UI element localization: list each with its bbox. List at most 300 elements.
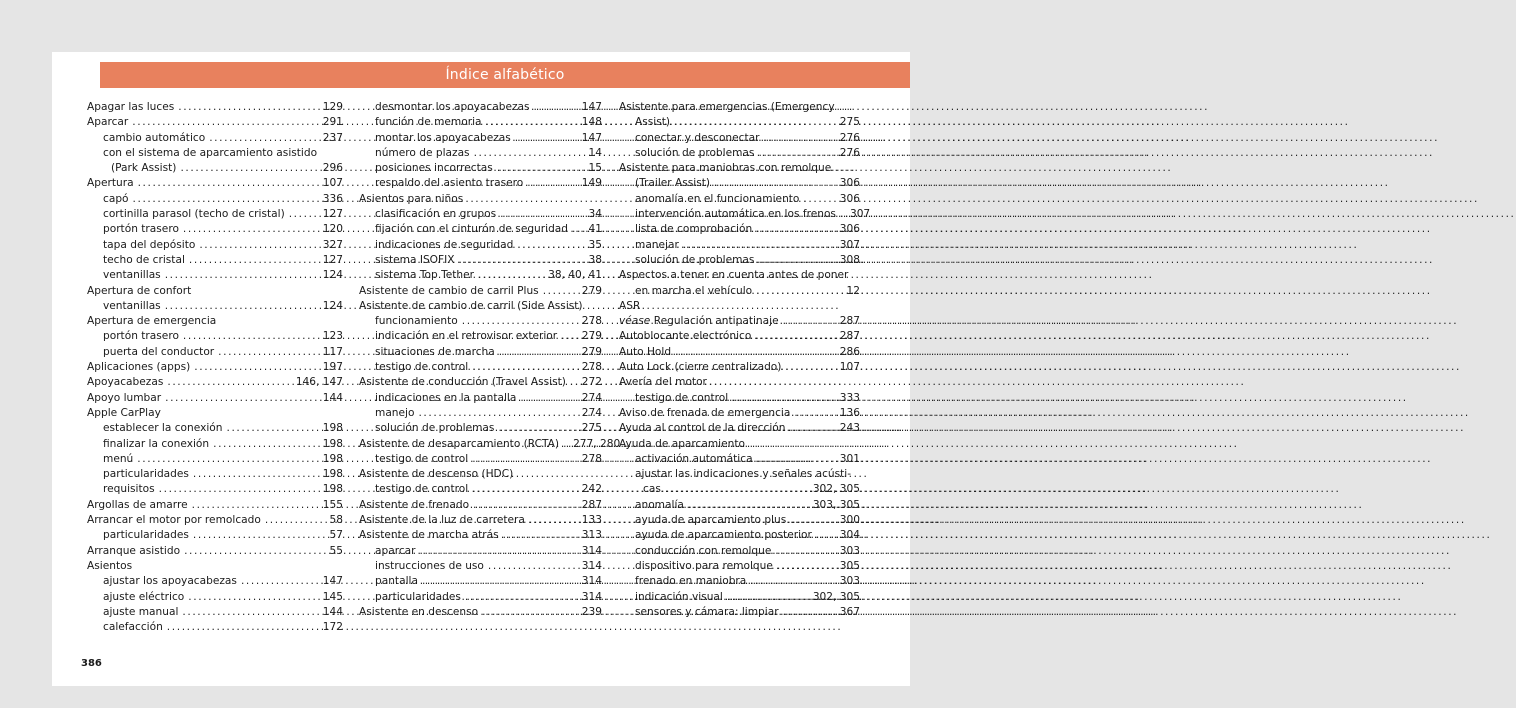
dot-leader [213,437,319,452]
index-entry-term: cortinilla parasol (techo de cristal) [103,208,285,221]
index-entry-term: portón trasero [103,330,179,343]
index-entry-term: Aparcar [87,116,129,129]
index-entry [619,207,871,222]
index-entry-page: 34 [588,208,602,221]
index-entry-page: 276 [839,146,860,159]
index-entry-page: 144 [322,605,343,618]
index-entry-term: ajustar los apoyacabezas [103,575,237,588]
index-entry-page: 14 [588,146,602,159]
index-entry-page: 287 [839,315,860,328]
index-entry-page: 307 [849,208,871,221]
index-heading: Asistente de cambio de carril (Side Assist) [359,299,583,312]
index-entry [619,238,860,253]
index-entry-page: 278 [581,452,602,465]
index-entry-page: 301 [839,452,860,465]
index-entry-page: 306 [839,192,860,205]
index-entry [359,345,602,360]
index-entry [87,544,343,559]
index-entry [87,360,343,375]
index-entry-term: solución de problemas [635,253,755,266]
index-entry [359,421,602,436]
index-entry [619,559,860,574]
dot-leader [561,329,578,344]
index-entry [359,559,602,574]
index-heading: Asistente para emergencias (Emergency [619,101,835,113]
dot-leader [790,421,836,436]
index-entry-term: portón trasero [103,223,179,236]
index-entry-term: manejar [635,238,679,251]
index-entry [359,314,602,329]
index-entry [619,329,860,344]
index-entry [359,544,602,559]
index-entry-page: 107 [322,177,343,190]
index-entry-page: 127 [322,253,343,266]
page-header [100,62,910,88]
dot-leader [478,268,544,283]
index-entry-term: sistema ISOFIX [375,253,455,266]
index-entry-term: ayuda de aparcamiento plus [635,514,787,527]
dot-leader [182,605,318,620]
index-entry [619,176,860,191]
index-entry [619,360,860,375]
index-entry-term: función de memoria [375,116,482,129]
index-entry-term: techo de cristal [103,253,185,266]
index-entry-page: 286 [839,345,860,358]
index-entry [87,329,343,344]
index-entry-term: dispositivo para remolque [635,559,773,572]
index-entry-term: Asistente de la luz de carretera [359,514,525,527]
index-entry-term: Ayuda al control de la dirección [619,422,786,435]
index-entry [619,345,860,360]
index-entry-term: Asistente de frenado [359,498,470,511]
index-entry-page: 147 [581,131,602,144]
index-entry-page: 41 [588,223,602,236]
index-entry-page: 274 [581,391,602,404]
index-entry [359,498,602,513]
dot-leader [289,207,319,222]
index-entry [87,528,343,543]
dot-leader [790,513,836,528]
index-entry-term: testigo de control [635,391,729,404]
index-entry [359,329,602,344]
index-entry-page: 296 [322,162,343,175]
dot-leader [474,146,585,161]
index-entry [619,498,860,513]
index-entry-term: Asistente de marcha atrás [359,529,499,542]
index-entry-term: lista de comprobación [635,223,753,236]
index-entry-page: 313 [581,529,602,542]
index-entry-term: Argollas de amarre [87,498,188,511]
index-entry-term: requisitos [103,483,155,496]
index-entry-term: anomalía en el funcionamiento [635,192,800,205]
dot-leader [192,498,319,513]
index-entry-term: respaldo del asiento trasero [375,177,524,190]
index-entry [359,253,602,268]
index-entry [359,528,602,543]
index-entry [619,192,860,207]
index-entry-term: Asistente en descenso [359,605,479,618]
dot-leader [227,421,319,436]
dot-leader [755,329,835,344]
index-entry-page: 57 [329,529,343,542]
dot-leader [465,590,578,605]
dot-leader [482,605,578,620]
dot-leader [497,161,585,176]
index-entry-term: funcionamiento [375,315,458,328]
index-entry [87,498,343,513]
index-entry [619,284,860,299]
dot-leader [137,452,318,467]
index-entry [87,482,343,497]
index-entry-term: calefacción [103,621,163,634]
index-entry-term: montar los apoyacabezas [375,131,511,144]
index-heading: ASR [619,299,641,312]
index-entry-term: finalizar la conexión [103,437,210,450]
dot-leader [133,192,319,207]
index-entry-term: Auto Lock (cierre centralizado) [619,361,782,374]
dot-leader [486,115,578,130]
dot-leader [183,222,319,237]
dot-leader [165,299,319,314]
dot-leader [462,314,578,329]
index-entry-term: activación automática [635,452,753,465]
index-entry-page: 123 [322,330,343,343]
dot-leader [756,284,842,299]
dot-leader [418,406,577,421]
index-heading: ajustar las indicaciones y señales acústi- [635,468,852,481]
dot-leader [209,131,319,146]
index-entry [619,131,860,146]
index-entry [619,115,860,130]
index-entry-page: 145 [322,590,343,603]
index-entry-term: Auto Hold [619,345,672,358]
index-entry-term: ayuda de aparcamiento posterior [635,529,812,542]
index-entry [619,513,860,528]
index-entry-page: 55 [329,544,343,557]
index-entry-term: testigo de control [375,361,469,374]
index-entry-term: instrucciones de uso [375,559,484,572]
index-entry-page: 367 [839,605,860,618]
index-entry-page: 129 [322,101,343,113]
index-entry-page: 12 [846,284,860,297]
index-entry-page: 15 [588,162,602,175]
dot-leader [159,482,319,497]
index-entry-term: particularidades [103,468,189,481]
index-entry [87,176,343,191]
index-entry-page: 38 [588,253,602,266]
index-heading: Ayuda de aparcamiento [619,437,745,450]
dot-leader [515,131,578,146]
index-entry [87,268,343,283]
index-entry [87,207,343,222]
dot-leader [840,207,846,222]
index-entry [619,222,860,237]
index-entry-term: Aplicaciones (apps) [87,361,191,374]
index-entry-page: 291 [322,116,343,129]
index-entry [619,391,860,406]
index-entry-term: Asistente de cambio de carril Plus [359,284,539,297]
index-entry-term [619,314,779,329]
index-heading: Asientos para niños [359,192,464,205]
index-entry-page: 149 [581,177,602,190]
index-entry-page: 35 [588,238,602,251]
index-entry-page: 147 [322,575,343,588]
index-column-3 [619,100,871,620]
index-entry-term: desmontar los apoyacabezas [375,101,530,113]
index-entry [619,146,860,161]
index-entry-term: ventanillas [103,299,161,312]
see-reference: véase [619,315,651,328]
index-entry [619,574,860,589]
dot-leader [167,620,319,635]
dot-leader [517,238,584,253]
index-entry [359,100,602,115]
index-entry-page: 136 [839,406,860,419]
dot-leader [727,590,809,605]
index-entry-page: 117 [322,345,343,358]
index-entry-term: Apoyo lumbar [87,391,162,404]
index-entry-term: puerta del conductor [103,345,215,358]
dot-leader [459,253,585,268]
index-entry [87,100,343,115]
index-column-2 [359,100,621,620]
index-entry-term: Assist) [635,116,671,129]
index-entry-term: intervención automática en los frenos [635,208,836,221]
index-entry-term: Autoblocante electrónico [619,330,752,343]
index-entry [87,192,343,207]
index-entry [359,605,602,620]
index-entry [619,590,860,605]
dot-leader [189,253,319,268]
index-entry-term: en marcha el vehículo [635,284,753,297]
index-entry-page: 314 [581,575,602,588]
index-entry [619,406,860,421]
index-entry-page: 278 [581,361,602,374]
index-entry [87,161,343,176]
dot-leader [563,437,569,452]
index-entry-page: 304 [839,529,860,542]
dot-leader [543,284,578,299]
index-heading: Apertura de confort [87,284,192,297]
index-entry [359,482,602,497]
dot-leader [132,115,319,130]
index-entry-page: 120 [322,223,343,236]
index-heading: Asientos [87,559,133,572]
index-entry [619,421,860,436]
index-entry-page: 133 [581,514,602,527]
dot-leader [756,222,836,237]
index-entry-page: 274 [581,406,602,419]
index-entry-term: indicación en el retrovisor exterior [375,330,558,343]
page-title: Índice alfabético [445,67,565,83]
index-entry [359,131,602,146]
dot-leader [422,574,578,589]
index-entry-term: pantalla [375,575,418,588]
index-entry [359,146,602,161]
index-entry [87,115,343,130]
index-entry [359,452,602,467]
index-entry-page: 38, 40, 41 [548,269,602,282]
dot-leader [750,574,835,589]
dot-leader [520,391,577,406]
index-entry-page: 336 [322,192,343,205]
dot-leader [241,574,319,589]
dot-leader [674,115,836,130]
index-entry-page: 144 [322,391,343,404]
index-entry [359,268,602,283]
index-entry-page: 327 [322,238,343,251]
index-entry-term: aparcar [375,544,416,557]
dot-leader [714,176,836,191]
index-entry-term: fijación con el cinturón de seguridad [375,223,569,236]
dot-leader [758,146,835,161]
index-entry-page: 107 [839,361,860,374]
dot-leader [199,238,318,253]
index-entry-page: 127 [322,208,343,221]
index-entry [87,467,343,482]
index-entry-term: (Trailer Assist) [635,177,711,190]
dot-leader [803,192,835,207]
index-entry-term: particularidades [103,529,189,542]
dot-leader [675,345,836,360]
index-entry-term: posiciones incorrectas [375,162,493,175]
index-entry-page: 306 [839,177,860,190]
dot-leader [188,590,318,605]
index-entry [359,513,602,528]
index-entry-page: 303 [839,544,860,557]
dot-leader [178,100,319,115]
index-entry [87,222,343,237]
index-entry-term: cambio automático [103,131,206,144]
index-entry-page: 300 [839,514,860,527]
index-entry [359,284,602,299]
index-entry [87,590,343,605]
index-entry [87,452,343,467]
index-entry [87,391,343,406]
dot-leader [193,528,326,543]
index-column-1 [87,100,343,635]
index-heading: Asistente para maniobras con remolque [619,162,832,175]
index-entry [359,222,602,237]
dot-leader [420,544,578,559]
index-entry [619,605,860,620]
dot-leader [816,528,836,543]
dot-leader [783,314,836,329]
index-entry-term: número de plazas [375,146,470,159]
index-entry-page: 314 [581,590,602,603]
index-entry-page: 198 [322,452,343,465]
index-entry-page: 58 [329,514,343,527]
index-entry [619,544,860,559]
index-entry-page: 243 [839,422,860,435]
dot-leader [775,544,835,559]
index-entry [87,299,343,314]
dot-leader [183,329,319,344]
index-entry-page: 198 [322,468,343,481]
index-entry-page: 198 [322,437,343,450]
dot-leader [167,375,291,390]
index-entry [87,375,343,390]
index-entry-page: 155 [322,498,343,511]
index-entry-term: Apagar las luces [87,101,175,113]
index-entry-page: 279 [581,284,602,297]
index-entry-term: Apoyacabezas [87,376,164,389]
index-entry-page: 239 [581,605,602,618]
index-entry-page: 333 [839,391,860,404]
dot-leader [683,238,836,253]
index-entry [359,238,602,253]
index-entry-page: 198 [322,483,343,496]
dot-leader [732,391,836,406]
index-entry-term: clasificación en grupos [375,208,497,221]
dot-leader [777,559,836,574]
index-heading: Apertura de emergencia [87,315,217,328]
index-entry-term: cas [643,483,661,496]
index-entry-page: 278 [581,315,602,328]
dot-leader [499,345,578,360]
index-heading: Apple CarPlay [87,406,161,419]
index-entry [87,574,343,589]
index-heading: Asistente de descenso (HDC) [359,468,514,481]
index-entry [619,314,860,329]
index-entry-page: 237 [322,131,343,144]
dot-leader [500,207,584,222]
index-entry [359,375,602,390]
index-entry [619,482,860,497]
index-entry-term: Arrancar el motor por remolcado [87,514,261,527]
index-entry-term: solución de problemas [375,422,495,435]
index-entry-term: particularidades [375,590,461,603]
index-entry-page: 197 [322,361,343,374]
dot-leader [488,559,578,574]
dot-leader [503,528,578,543]
dot-leader [794,406,835,421]
index-entry-page: 146, 147 [295,376,343,389]
index-heading: Avería del motor [619,376,707,389]
index-entry-term: solución de problemas [635,146,755,159]
index-entry-page: 306 [839,223,860,236]
dot-leader [184,544,325,559]
index-heading: Aspectos a tener en cuenta antes de poner [619,269,849,282]
index-entry-page: 147 [581,101,602,113]
index-entry-term: Asistente de desaparcamiento (RCTA) [359,437,560,450]
dot-leader [534,100,578,115]
index-entry-page: 302, 305 [812,590,860,603]
index-entry-term: establecer la conexión [103,422,223,435]
index-entry-page: 287 [581,498,602,511]
index-entry-term: ajuste manual [103,605,179,618]
dot-leader [665,482,809,497]
document-page [52,52,910,686]
dot-leader [218,345,319,360]
dot-leader [764,131,836,146]
index-entry-term: Apertura [87,177,134,190]
index-entry-page: 314 [581,544,602,557]
index-entry [87,131,343,146]
index-entry-term: (Park Assist) [111,162,177,175]
index-entry [87,238,343,253]
index-entry-term: ajuste eléctrico [103,590,185,603]
dot-leader [472,482,578,497]
index-entry-page: 172 [322,621,343,634]
dot-leader [472,360,578,375]
index-entry-term-text: Regulación antipatinaje [653,315,779,328]
index-entry [359,406,602,421]
index-entry [87,253,343,268]
index-entry [359,161,602,176]
index-entry-page: 242 [581,483,602,496]
index-entry-page: 279 [581,345,602,358]
